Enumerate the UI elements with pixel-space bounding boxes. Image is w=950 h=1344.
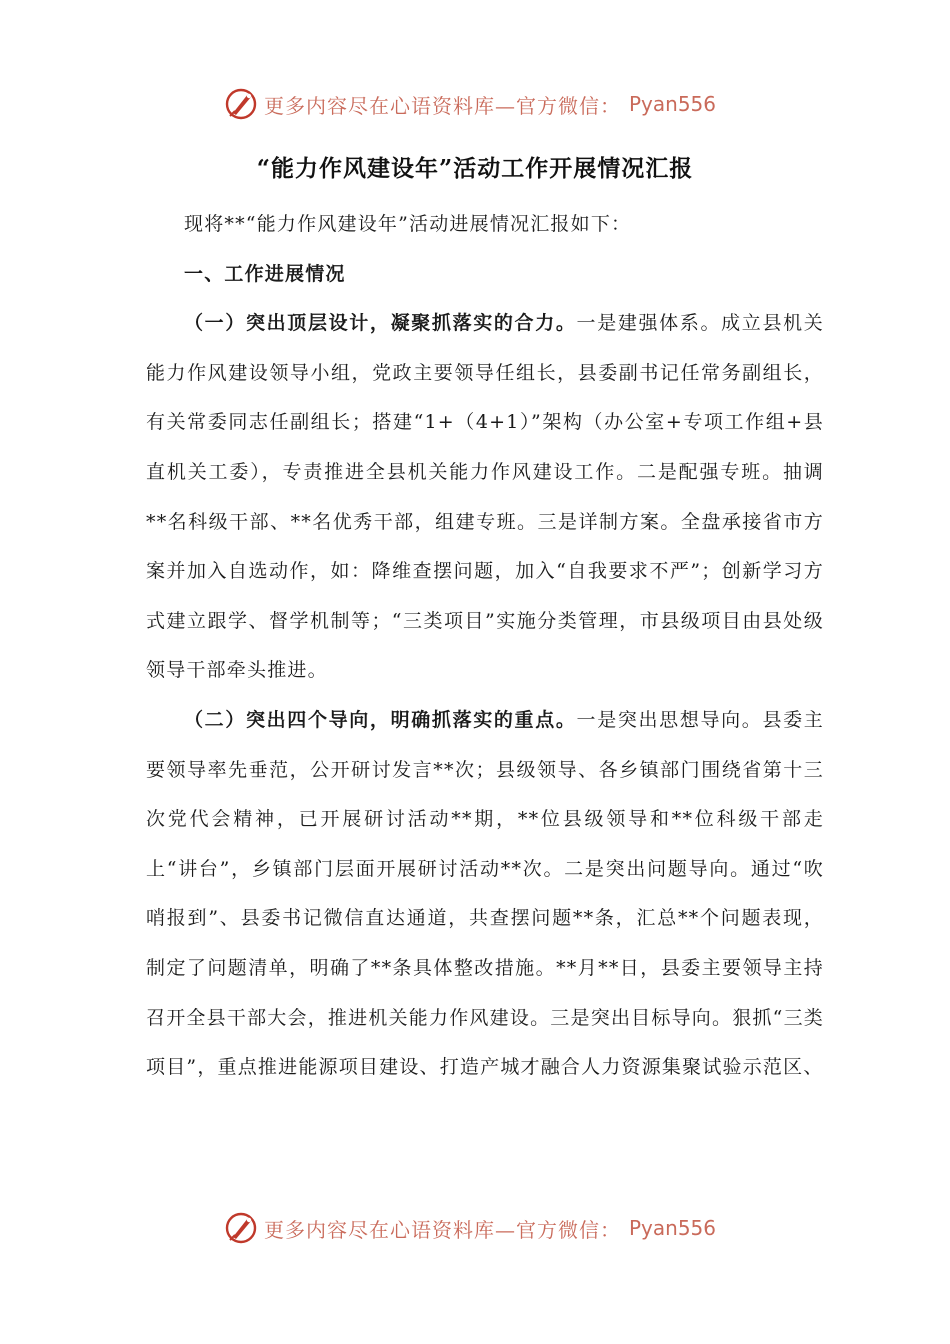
watermark-banner-top [0,84,950,124]
section-heading: 一、工作进展情况 [184,262,346,285]
paragraph-2 [146,696,824,1093]
watermark-banner-bottom [0,1208,950,1248]
banner-text: 更多内容尽在心语资料库—官方微信： [263,93,621,118]
document-title: “能力作风建设年”活动工作开展情况汇报 [256,155,694,182]
paragraph-1-body: 一是建强体系。成立县机关能力作风建设领导小组，党政主要领导任组长，县委副书记任常务副组长，有关常委同志任副组长；搭建“1+（4+1）”架构（办公室+专项工作组+县直机关工委），专责推进全县机关能力作风建设工作。二是配强专班。抽调**名科级干部、**名优秀干部，组建专班。三是详制方案。全盘承接省市方案并加入自选动作，如：降维查摆问题，加入“自我要求不严”；创新学习方式建立跟学、督学机制等；“三类项目”实施分类管理，市县级项目由县处级领导干部牵头推进。 [146,312,824,682]
paragraph-1-lead: （一）突出顶层设计，凝聚抓落实的合力。 [184,312,577,335]
banner-wechat-id: Pyan556 [628,92,716,116]
banner-text: 更多内容尽在心语资料库—官方微信： [263,1217,621,1242]
banner-wechat-id: Pyan556 [628,1216,716,1240]
paragraph-2-body: 一是突出思想导向。县委主要领导率先垂范，公开研讨发言**次；县级领导、各乡镇部门围绕省第十三次党代会精神，已开展研讨活动**期，**位县级领导和**位科级干部走上“讲台”，乡镇部门层面开展研讨活动**次。二是突出问题导向。通过“吹哨报到”、县委书记微信直达通道，共查摆问题**条，汇总**个问题表现，制定了问题清单，明确了**条具体整改措施。**月**日，县委主要领导主持召开全县干部大会，推进机关能力作风建设。三是突出目标导向。狠抓“三类项目”，重点推进能源项目建设、打造产城才融合人力资源集聚试验示范区、 [146,708,824,1079]
intro-paragraph: 现将**“能力作风建设年”活动进展情况汇报如下： [184,213,632,235]
quill-logo-icon [224,87,258,121]
quill-logo-icon [224,1211,258,1245]
document-body [146,200,824,1093]
paragraph-1 [146,299,824,696]
paragraph-2-lead: （二）突出四个导向，明确抓落实的重点。 [184,708,577,731]
